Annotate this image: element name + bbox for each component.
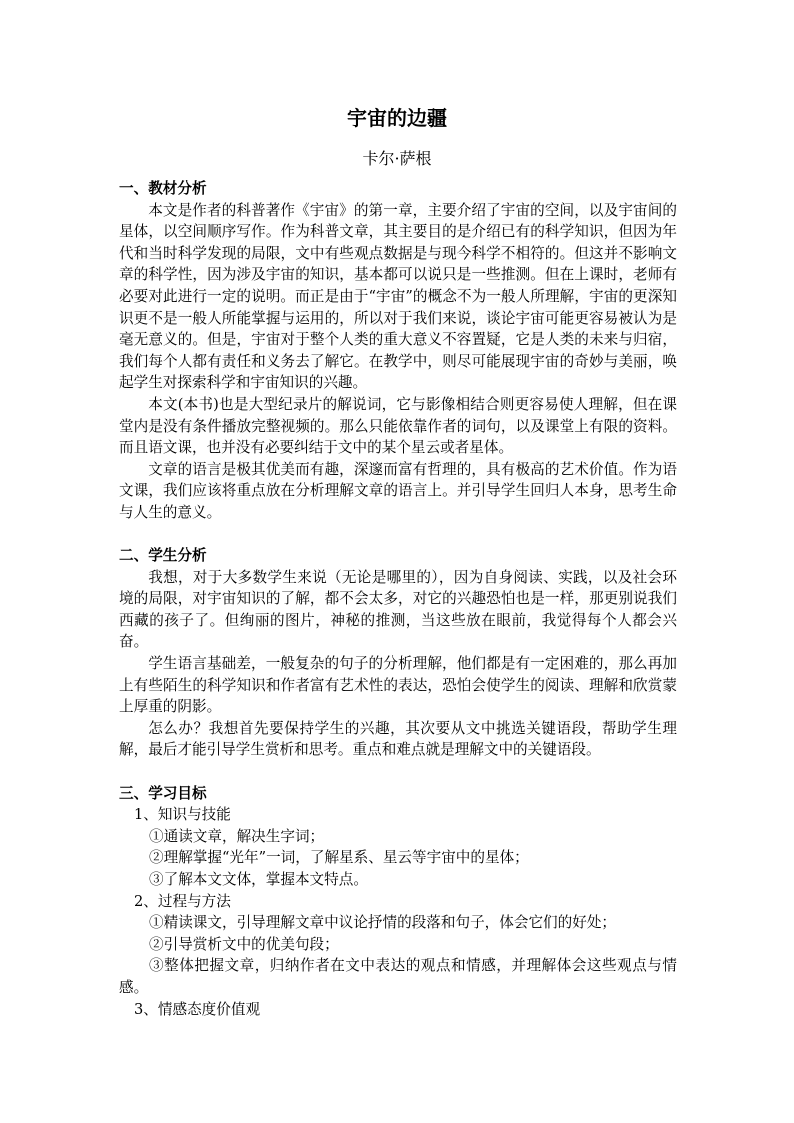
author-line: 卡尔·萨根 [362, 149, 432, 168]
section-heading-textbook-analysis: 一、教材分析 [119, 180, 207, 197]
objective-subheading: 2、过程与方法 [134, 892, 231, 910]
objective-subheading: 1、知识与技能 [134, 806, 231, 824]
objective-item: ①精读课文，引导理解文章中议论抒情的段落和句子，体会它们的好处； [149, 914, 617, 932]
objective-item: ③整体把握文章，归纳作者在文中表达的观点和情感，并理解体会这些观点与情感。 [119, 957, 677, 996]
paragraph: 本文(本书)也是大型纪录片的解说词，它与影像相结合则更容易使人理解，但在课堂内是没有条件播放完整视频的。那么只能依靠作者的词句，以及课堂上有限的资料。而且语文课，也并没有必要纠结于文中的某个星云或者星体。 [119, 395, 677, 457]
page-title: 宇宙的边疆 [347, 106, 447, 130]
section-heading-student-analysis: 二、学生分析 [119, 547, 207, 565]
spacer [119, 524, 677, 546]
section-heading-learning-objectives: 三、学习目标 [119, 784, 207, 802]
objective-item: ②理解掌握“光年”一词，了解星系、星云等宇宙中的星体； [149, 849, 529, 867]
objective-subheading: 3、情感态度价值观 [134, 1000, 261, 1018]
objective-item: ①通读文章，解决生字词； [149, 827, 325, 845]
objective-item: ②引导赏析文中的优美句段； [149, 935, 339, 953]
paragraph: 学生语言基础差，一般复杂的句子的分析理解，他们都是有一定困难的，那么再加上有些陌生的科学知识和作者富有艺术性的表达，恐怕会使学生的阅读、理解和欣赏蒙上厚重的阴影。 [119, 655, 677, 716]
spacer [119, 761, 677, 783]
paragraph: 我想，对于大多数学生来说（无论是哪里的），因为自身阅读、实践，以及社会环境的局限，对宇宙知识的了解，都不会太多，对它的兴趣恐怕也是一样，那更别说我们西藏的孩子了。但绚丽的图片，神秘的推测，当这些放在眼前，我觉得每个人都会兴奋。 [119, 568, 677, 651]
document-body [119, 178, 677, 1020]
paragraph: 文章的语言是极其优美而有趣，深邃而富有哲理的，具有极高的艺术价值。作为语文课，我们应该将重点放在分析理解文章的语言上。并引导学生回归人本身，思考生命与人生的意义。 [119, 460, 677, 521]
objective-item: ③了解本文文体，掌握本文特点。 [149, 871, 368, 888]
paragraph: 怎么办？我想首先要保持学生的兴趣，其次要从文中挑选关键语段，帮助学生理解，最后才能引导学生赏析和思考。重点和难点就是理解文中的关键语段。 [119, 719, 677, 759]
paragraph: 本文是作者的科普著作《宇宙》的第一章，主要介绍了宇宙的空间，以及宇宙间的星体，以空间顺序写作。作为科普文章，其主要目的是介绍已有的科学知识，但因为年代和当时科学发现的局限，文中有些观点数据是与现今科学不相符的。但这并不影响文章的科学性，因为涉及宇宙的知识，基本都可以说只是一些推测。但在上课时，老师有必要对此进行一定的说明。而正是由于“宇宙”的概念不为一般人所理解，宇宙的更深知识更不是一般人所能掌握与运用的，所以对于我们来说，谈论宇宙可能更容易被认为是毫无意义的。但是，宇宙对于整个人类的重大意义不容置疑，它是人类的未来与归宿，我们每个人都有责任和义务去了解它。在教学中，则尽可能展现宇宙的奇妙与美丽，唤起学生对探索科学和宇宙知识的兴趣。 [119, 201, 677, 392]
